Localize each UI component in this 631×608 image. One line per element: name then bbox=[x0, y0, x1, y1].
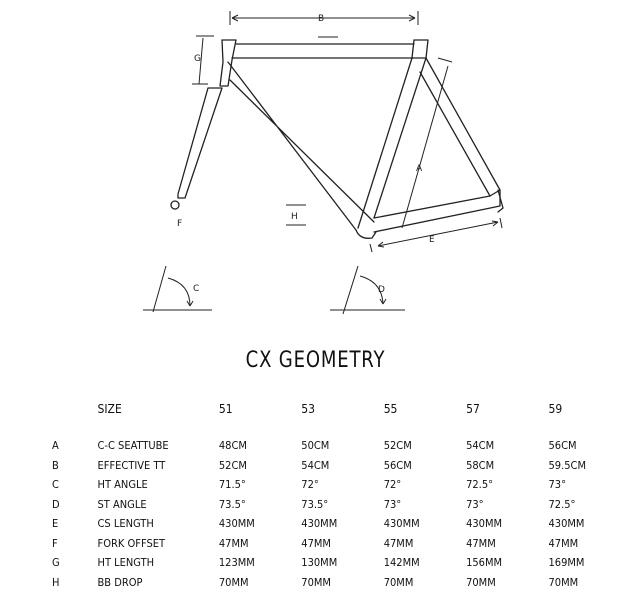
size-col: 53 bbox=[301, 402, 316, 416]
row-name: FORK OFFSET bbox=[97, 536, 166, 550]
row-value: 59.5CM bbox=[548, 458, 586, 472]
row-value: 70MM bbox=[301, 575, 331, 589]
row-value: 430MM bbox=[383, 517, 420, 531]
row-value: 142MM bbox=[383, 556, 420, 570]
row-value: 70MM bbox=[383, 575, 414, 589]
label-c: C bbox=[193, 284, 200, 294]
row-value: 430MM bbox=[548, 517, 585, 531]
page-title: CX GEOMETRY bbox=[245, 348, 386, 373]
dim-e-line bbox=[378, 222, 498, 246]
row-value: 73° bbox=[548, 478, 567, 492]
size-col: 57 bbox=[466, 402, 480, 416]
fork bbox=[178, 88, 222, 198]
row-code: B bbox=[52, 458, 59, 472]
label-e: E bbox=[429, 235, 435, 245]
row-value: 47MM bbox=[466, 536, 496, 550]
row-code: G bbox=[52, 556, 60, 570]
table-row bbox=[52, 495, 631, 515]
table-row bbox=[52, 456, 631, 476]
row-name: BB DROP bbox=[97, 575, 143, 589]
row-code: D bbox=[52, 497, 60, 511]
row-value: 70MM bbox=[218, 575, 249, 589]
seat-cluster bbox=[412, 40, 428, 58]
row-value: 73.5° bbox=[218, 497, 246, 511]
table-header-row bbox=[52, 398, 631, 436]
row-value: 430MM bbox=[218, 517, 255, 531]
row-value: 56CM bbox=[383, 458, 412, 472]
size-col: 55 bbox=[383, 402, 398, 416]
row-value: 50CM bbox=[301, 439, 330, 453]
row-value: 47MM bbox=[218, 536, 249, 550]
row-value: 72° bbox=[383, 478, 402, 492]
label-a: A bbox=[416, 164, 423, 174]
row-value: 54CM bbox=[466, 439, 495, 453]
row-value: 47MM bbox=[301, 536, 331, 550]
row-value: 73° bbox=[383, 497, 402, 511]
size-label: SIZE bbox=[97, 402, 122, 416]
row-value: 123MM bbox=[218, 556, 255, 570]
row-value: 430MM bbox=[301, 517, 338, 531]
row-value: 71.5° bbox=[218, 478, 246, 492]
row-value: 58CM bbox=[466, 458, 495, 472]
row-value: 52CM bbox=[218, 458, 247, 472]
row-value: 169MM bbox=[548, 556, 585, 570]
geometry-table bbox=[52, 398, 631, 592]
row-value: 430MM bbox=[466, 517, 503, 531]
row-value: 73° bbox=[466, 497, 484, 511]
row-value: 47MM bbox=[383, 536, 414, 550]
row-value: 56CM bbox=[548, 439, 577, 453]
table-row bbox=[52, 514, 631, 534]
row-code: H bbox=[52, 575, 60, 589]
row-value: 72.5° bbox=[548, 497, 576, 511]
st-angle-icon bbox=[330, 266, 405, 314]
label-b: B bbox=[318, 14, 325, 24]
row-name: HT LENGTH bbox=[97, 556, 155, 570]
table-row bbox=[52, 436, 631, 456]
row-value: 70MM bbox=[466, 575, 496, 589]
row-name: EFFECTIVE TT bbox=[97, 458, 166, 472]
seat-tube bbox=[358, 58, 426, 228]
table-row bbox=[52, 475, 631, 495]
row-code: C bbox=[52, 478, 59, 492]
row-value: 156MM bbox=[466, 556, 503, 570]
dim-a-line bbox=[402, 66, 448, 228]
row-value: 47MM bbox=[548, 536, 579, 550]
row-value: 70MM bbox=[548, 575, 579, 589]
size-col: 59 bbox=[548, 402, 563, 416]
label-g: G bbox=[194, 54, 201, 64]
row-name: C-C SEATTUBE bbox=[97, 439, 169, 453]
row-code: F bbox=[52, 536, 58, 550]
row-value: 52CM bbox=[383, 439, 412, 453]
row-name: ST ANGLE bbox=[97, 497, 147, 511]
row-value: 72° bbox=[301, 478, 319, 492]
label-h: H bbox=[291, 212, 298, 222]
row-value: 73.5° bbox=[301, 497, 329, 511]
front-dropout bbox=[171, 201, 179, 209]
row-value: 72.5° bbox=[466, 478, 494, 492]
ht-angle-icon bbox=[143, 266, 212, 312]
row-value: 48CM bbox=[218, 439, 247, 453]
row-name: HT ANGLE bbox=[97, 478, 148, 492]
row-code: A bbox=[52, 439, 59, 453]
table-row bbox=[52, 573, 631, 593]
size-col: 51 bbox=[218, 402, 233, 416]
seat-stay bbox=[420, 58, 500, 196]
top-tube bbox=[232, 44, 414, 58]
row-name: CS LENGTH bbox=[97, 517, 154, 531]
label-d: D bbox=[378, 285, 385, 295]
table-row bbox=[52, 534, 631, 554]
row-value: 130MM bbox=[301, 556, 338, 570]
label-f: F bbox=[177, 219, 183, 229]
table-row bbox=[52, 553, 631, 573]
row-code: E bbox=[52, 517, 59, 531]
row-value: 54CM bbox=[301, 458, 330, 472]
bottom-bracket bbox=[356, 230, 376, 238]
